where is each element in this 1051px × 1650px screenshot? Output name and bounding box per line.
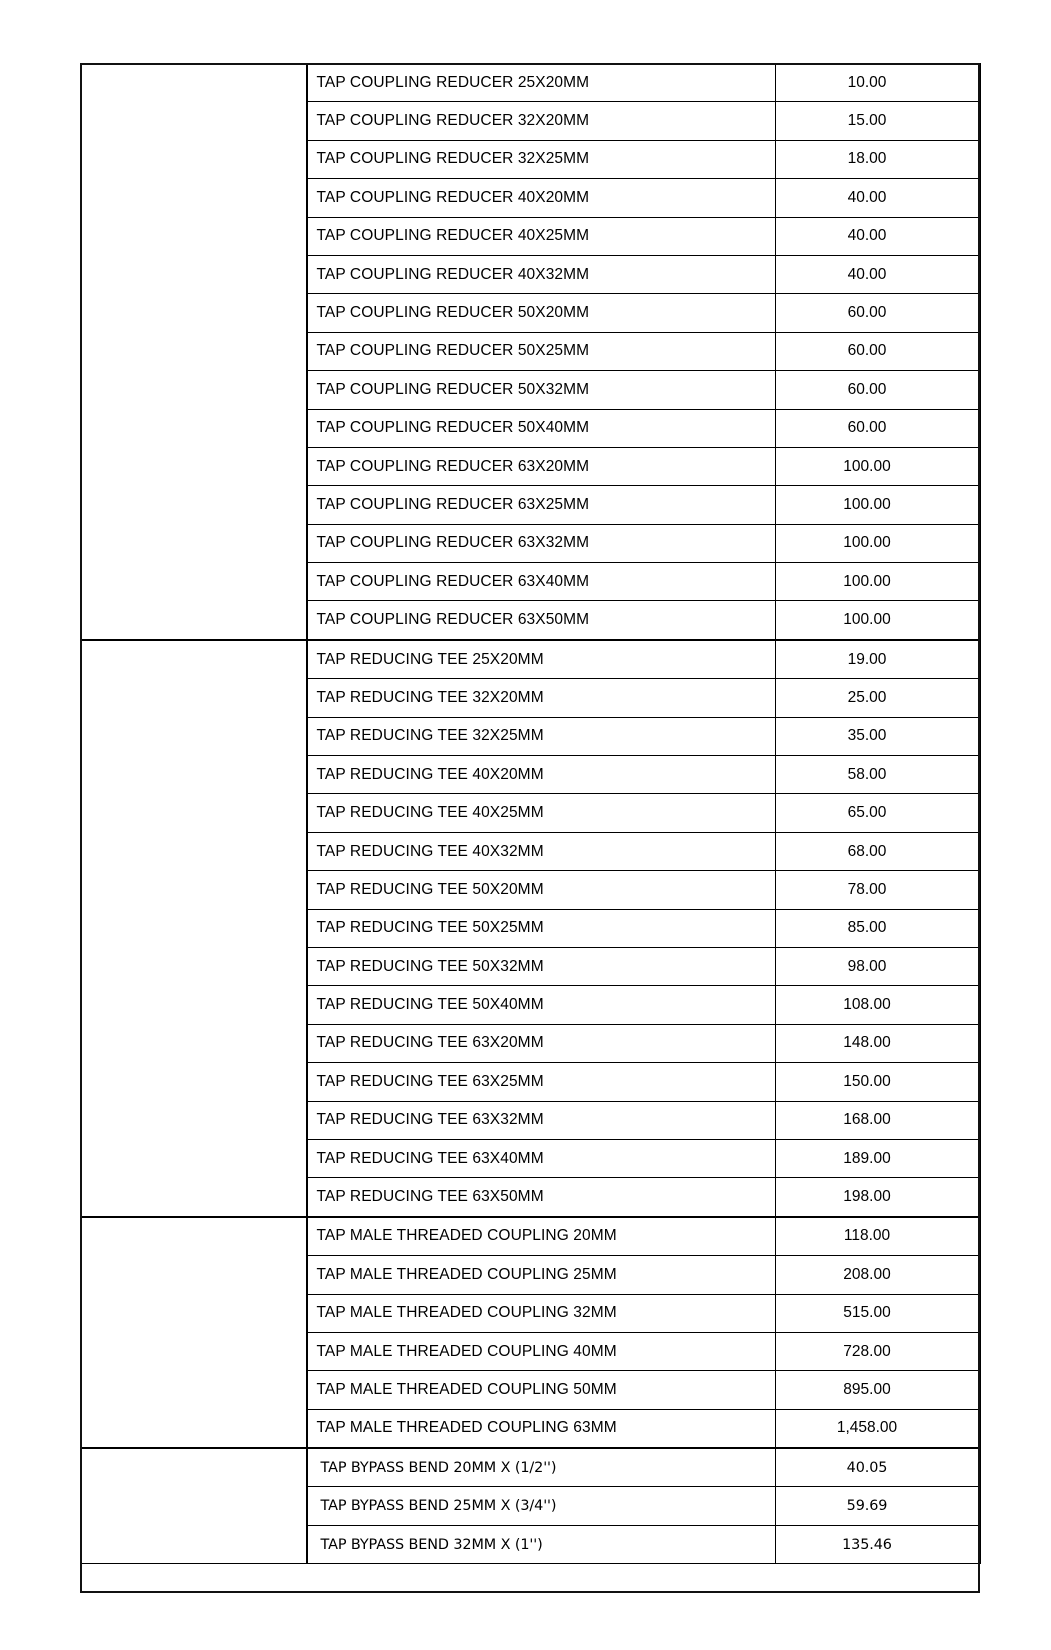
product-price: 1,458.00: [776, 1409, 981, 1448]
product-price: 60.00: [776, 409, 981, 447]
product-description: TAP COUPLING REDUCER 50X32MM: [307, 371, 776, 409]
product-price: 15.00: [776, 102, 981, 140]
product-description: TAP MALE THREADED COUPLING 32MM: [307, 1294, 776, 1332]
product-description: TAP MALE THREADED COUPLING 63MM: [307, 1409, 776, 1448]
tap-reducing-tee-photo: [81, 640, 307, 1217]
product-description: TAP BYPASS BEND 20MM X (1/2''): [307, 1448, 776, 1487]
product-description: TAP COUPLING REDUCER 40X32MM: [307, 255, 776, 293]
product-price: 60.00: [776, 332, 981, 370]
product-price: 98.00: [776, 947, 981, 985]
product-price: 168.00: [776, 1101, 981, 1139]
table-row: [81, 1448, 981, 1487]
product-description: TAP REDUCING TEE 40X25MM: [307, 794, 776, 832]
product-description: TAP REDUCING TEE 50X20MM: [307, 871, 776, 909]
product-price: 40.05: [776, 1448, 981, 1487]
product-price: 40.00: [776, 255, 981, 293]
product-price: 198.00: [776, 1178, 981, 1217]
product-description: TAP MALE THREADED COUPLING 20MM: [307, 1217, 776, 1256]
product-description: TAP REDUCING TEE 63X32MM: [307, 1101, 776, 1139]
product-price: 58.00: [776, 756, 981, 794]
product-description: TAP REDUCING TEE 50X40MM: [307, 986, 776, 1024]
product-price: 40.00: [776, 179, 981, 217]
product-description: TAP COUPLING REDUCER 32X25MM: [307, 140, 776, 178]
product-price: 895.00: [776, 1371, 981, 1409]
product-description: TAP MALE THREADED COUPLING 25MM: [307, 1256, 776, 1294]
product-price: 68.00: [776, 832, 981, 870]
product-price: 78.00: [776, 871, 981, 909]
product-description: TAP COUPLING REDUCER 40X25MM: [307, 217, 776, 255]
product-description: TAP COUPLING REDUCER 50X25MM: [307, 332, 776, 370]
product-description: TAP MALE THREADED COUPLING 50MM: [307, 1371, 776, 1409]
product-price: 150.00: [776, 1063, 981, 1101]
product-description: TAP COUPLING REDUCER 32X20MM: [307, 102, 776, 140]
product-description: TAP REDUCING TEE 40X20MM: [307, 756, 776, 794]
product-price: 135.46: [776, 1525, 981, 1563]
product-description: TAP COUPLING REDUCER 63X32MM: [307, 524, 776, 562]
product-description: TAP COUPLING REDUCER 63X50MM: [307, 601, 776, 640]
product-description: TAP REDUCING TEE 25X20MM: [307, 640, 776, 679]
product-description: TAP REDUCING TEE 63X40MM: [307, 1139, 776, 1177]
product-description: TAP COUPLING REDUCER 63X25MM: [307, 486, 776, 524]
product-price: 59.69: [776, 1487, 981, 1525]
product-price: 728.00: [776, 1332, 981, 1370]
tap-coupling-reducer-photo: [81, 64, 307, 640]
product-description: TAP REDUCING TEE 32X25MM: [307, 717, 776, 755]
product-description: TAP COUPLING REDUCER 25X20MM: [307, 64, 776, 102]
tap-bypass-bend-photo: [81, 1448, 307, 1564]
product-description: TAP BYPASS BEND 25MM X (3/4''): [307, 1487, 776, 1525]
product-price: 100.00: [776, 447, 981, 485]
product-price: 85.00: [776, 909, 981, 947]
product-price: 60.00: [776, 294, 981, 332]
product-description: TAP REDUCING TEE 40X32MM: [307, 832, 776, 870]
product-price: 65.00: [776, 794, 981, 832]
product-description: TAP BYPASS BEND 32MM X (1''): [307, 1525, 776, 1563]
product-description: TAP COUPLING REDUCER 63X20MM: [307, 447, 776, 485]
product-price: 35.00: [776, 717, 981, 755]
table-row: [81, 64, 981, 102]
product-description: TAP MALE THREADED COUPLING 40MM: [307, 1332, 776, 1370]
product-price: 208.00: [776, 1256, 981, 1294]
product-description: TAP REDUCING TEE 63X25MM: [307, 1063, 776, 1101]
product-price-table: [80, 63, 981, 1564]
product-price: 118.00: [776, 1217, 981, 1256]
product-description: TAP REDUCING TEE 50X25MM: [307, 909, 776, 947]
product-price: 100.00: [776, 563, 981, 601]
product-price: 100.00: [776, 486, 981, 524]
product-price: 40.00: [776, 217, 981, 255]
table-row: [81, 1217, 981, 1256]
product-description: TAP COUPLING REDUCER 50X20MM: [307, 294, 776, 332]
product-description: TAP COUPLING REDUCER 50X40MM: [307, 409, 776, 447]
product-price: 108.00: [776, 986, 981, 1024]
product-description: TAP COUPLING REDUCER 40X20MM: [307, 179, 776, 217]
product-price: 100.00: [776, 524, 981, 562]
product-price: 515.00: [776, 1294, 981, 1332]
tap-male-threaded-coupling-photo: [81, 1217, 307, 1448]
product-description: TAP REDUCING TEE 63X20MM: [307, 1024, 776, 1062]
product-price: 60.00: [776, 371, 981, 409]
product-description: TAP REDUCING TEE 63X50MM: [307, 1178, 776, 1217]
product-price: 19.00: [776, 640, 981, 679]
product-description: TAP COUPLING REDUCER 63X40MM: [307, 563, 776, 601]
table-row: [81, 640, 981, 679]
product-description: TAP REDUCING TEE 32X20MM: [307, 679, 776, 717]
product-price: 148.00: [776, 1024, 981, 1062]
product-price: 25.00: [776, 679, 981, 717]
product-price: 18.00: [776, 140, 981, 178]
product-description: TAP REDUCING TEE 50X32MM: [307, 947, 776, 985]
product-price: 100.00: [776, 601, 981, 640]
product-price: 189.00: [776, 1139, 981, 1177]
product-price: 10.00: [776, 64, 981, 102]
